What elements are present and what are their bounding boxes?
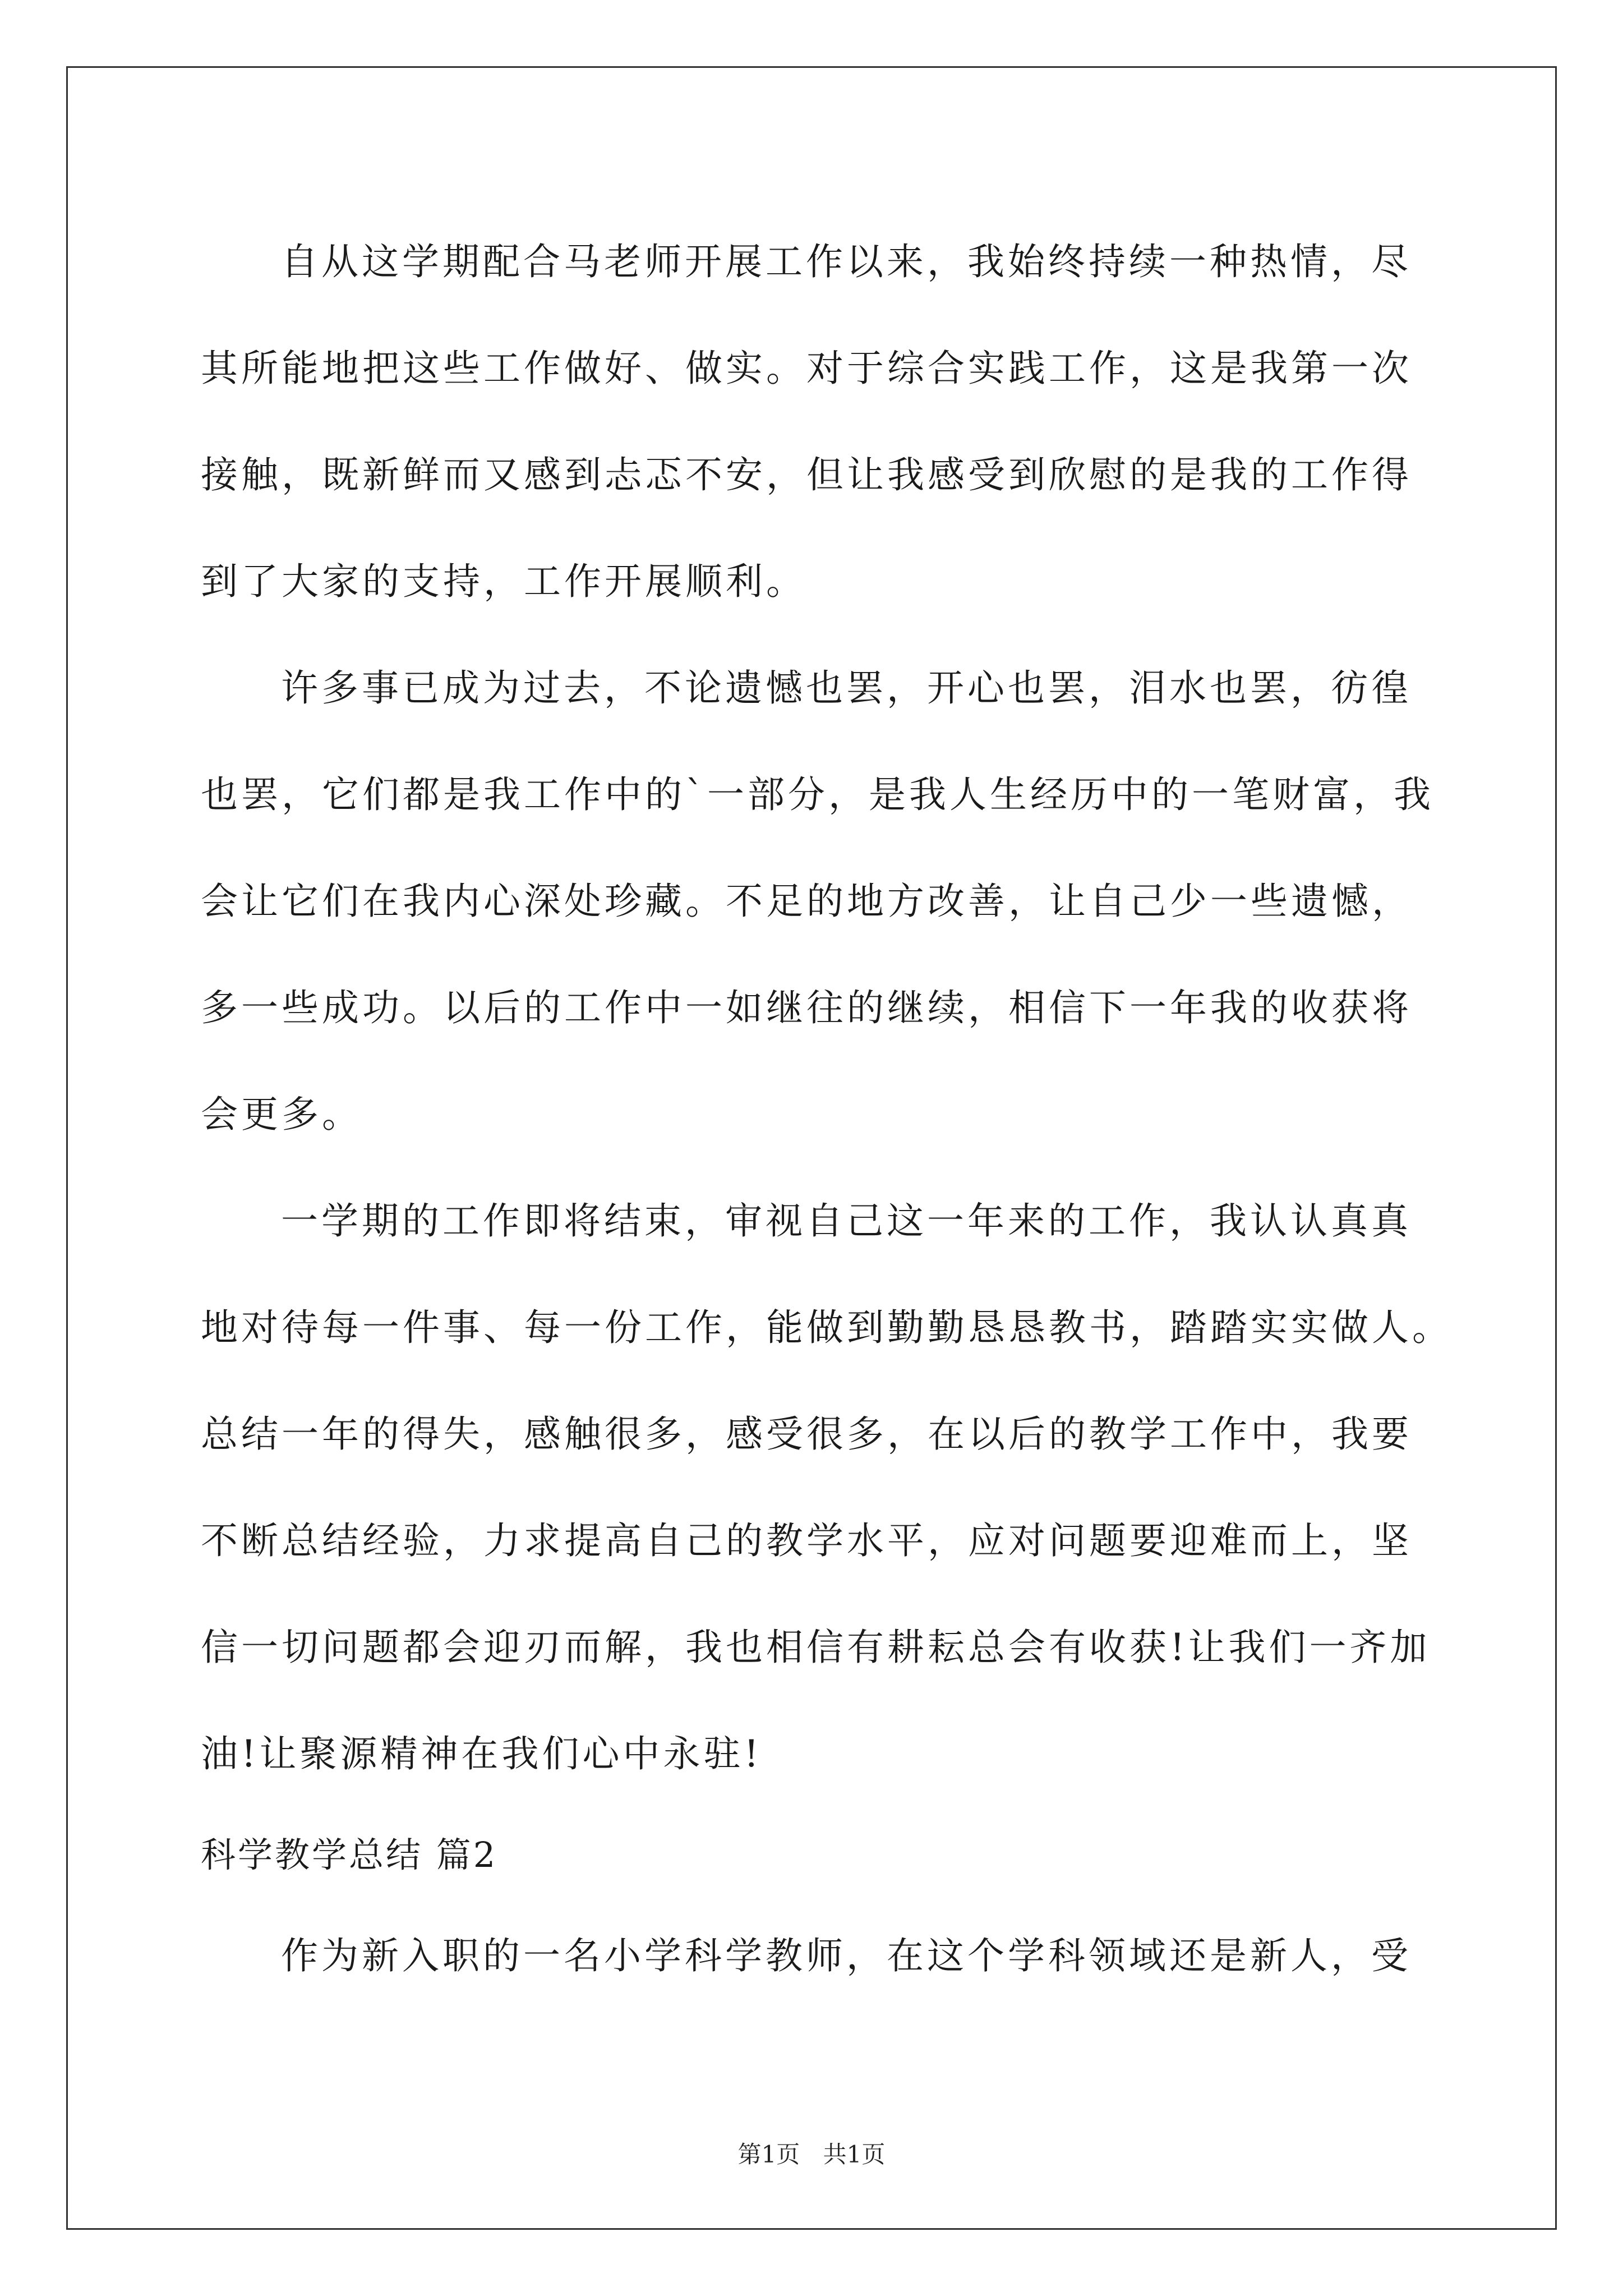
paragraph-line: 也罢，它们都是我工作中的`一部分，是我人生经历中的一笔财富，我	[201, 773, 1434, 816]
page-number: 第1页	[737, 2141, 800, 2168]
page-footer	[0, 2136, 1623, 2170]
paragraph-line: 信一切问题都会迎刃而解，我也相信有耕耘总会有收获!让我们一齐加	[201, 1626, 1431, 1669]
paragraph-3	[201, 1168, 1453, 1807]
paragraph-1	[201, 209, 1423, 635]
paragraph-line: 一学期的工作即将结束，审视自己这一年来的工作，我认认真真	[281, 1199, 1412, 1243]
paragraph-line: 总结一年的得失，感触很多，感受很多，在以后的教学工作中，我要	[201, 1412, 1412, 1456]
paragraph-line: 自从这学期配合马老师开展工作以来，我始终持续一种热情，尽	[281, 240, 1412, 283]
paragraph-line: 作为新入职的一名小学科学教师，在这个学科领域还是新人，受	[281, 1934, 1412, 1977]
paragraph-line: 接触，既新鲜而又感到忐忑不安，但让我感受到欣慰的是我的工作得	[201, 453, 1412, 496]
paragraph-2	[201, 635, 1434, 1168]
paragraph-line: 许多事已成为过去，不论遗憾也罢，开心也罢，泪水也罢，彷徨	[281, 666, 1412, 710]
paragraph-line: 多一些成功。以后的工作中一如继往的继续，相信下一年我的收获将	[201, 986, 1412, 1029]
paragraph-line: 会更多。	[201, 1093, 362, 1136]
paragraph-line: 油!让聚源精神在我们心中永驻!	[201, 1732, 763, 1775]
document-body	[201, 209, 1453, 2009]
section-heading: 科学教学总结 篇2	[201, 1834, 498, 1875]
paragraph-line: 不断总结经验，力求提高自己的教学水平，应对问题要迎难而上，坚	[201, 1519, 1412, 1562]
paragraph-line: 地对待每一件事、每一份工作，能做到勤勤恳恳教书，踏踏实实做人。	[201, 1306, 1453, 1349]
paragraph-line: 其所能地把这些工作做好、做实。对于综合实践工作，这是我第一次	[201, 347, 1412, 390]
page-total: 共1页	[823, 2141, 886, 2168]
paragraph-line: 到了大家的支持，工作开展顺利。	[201, 560, 806, 603]
paragraph-line: 会让它们在我内心深处珍藏。不足的地方改善，让自己少一些遗憾，	[201, 880, 1412, 923]
